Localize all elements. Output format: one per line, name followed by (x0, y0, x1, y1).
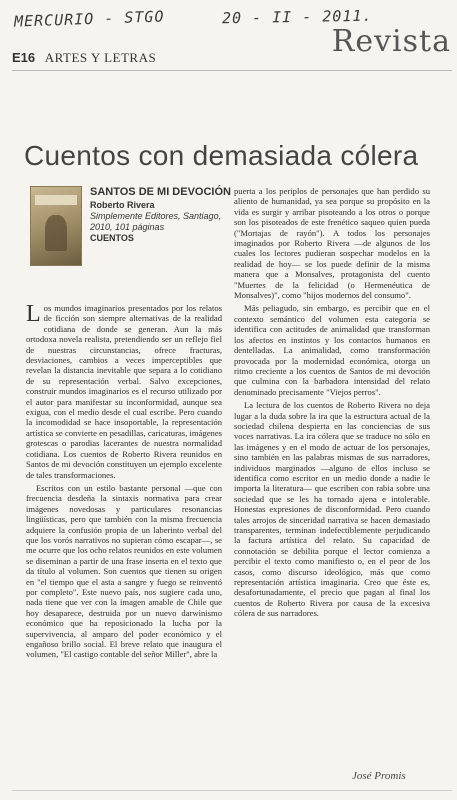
paragraph-text: os mundos imaginarios presentados por los relatos de ficción son siempre alternativas de la realidad cotidiana de donde se generan. Aun la más ortodoxa novela realista, pretendiendo ser un reflejo fiel de nuestras circunstancias, ofrece fracturas, desviaciones, cambios a veces imperceptibles que revelan la distancia inevitable que separa a lo cotidiano de su representación verbal. Salvo excepciones, construir mundos imaginarios es el recurso utilizado por el autor para manifestar su inconformidad, aunque sea exigua, con el medio desde el cual escribe. Pero cuando la incomodidad se hace insoportable, la representación artística se convierte en pesadillas, caricaturas, imágenes grotescas o parodias lacerantes de nuestra normalidad cotidiana. Los cuentos de Roberto Rivera reunidos en Santos de mi devoción constituyen un ejemplo excelente de tales transformaciones. (26, 303, 222, 480)
handwritten-source: MERCURIO - STGO (13, 7, 165, 31)
article-column-right (234, 186, 430, 619)
page-number: E16 (12, 50, 36, 65)
book-publisher: Simplemente Editores, Santiago, 2010, 101 páginas (90, 211, 222, 232)
article-paragraph: Escritos con un estilo bastante personal —que con frecuencia desdeña la sintaxis normativa para crear imágenes novedosas y particulares resonancias lingüísticas, pero que también con la misma frecuencia adquiere la confusión propia de un laberinto verbal del que los vorós narrativos no supieran cómo escapar—, se me ocurre que los ocho relatos reunidos en este volumen se diseminan a partir de una frase inserta en el texto que da título al volumen. Son cuentos que tienen su origen en "el tiempo que el asta a sangre y fuego se reinventó por completo". Este nuevo país, nos sugiere cada uno, nada tiene que ver con la imagen amable de Chile que hoy desaparece, destruida por un nuevo darwinismo económico que ha reposicionado la lucha por la supervivencia, al amparo del poder económico y el engañoso brillo social. El breve relato que inaugura el volumen, "El castigo contable del señor Miller", abre la (26, 482, 222, 660)
book-title: SANTOS DE MI DEVOCIÓN (90, 186, 231, 198)
book-author: Roberto Rivera (90, 200, 155, 210)
drop-cap: L (26, 301, 41, 327)
cover-figure (45, 215, 67, 251)
handwritten-date: 20 - II - 2011. (221, 6, 373, 28)
section-name: ARTES Y LETRAS (44, 50, 157, 65)
article-paragraph: Más peliagudo, sin embargo, es percibir que en el contexto semántico del volumen esta categoría se identifica con actitudes de animalidad que transforman los afectos en instintos y los contactos humanos en dentelladas. La animalidad, como transformación provocada por la modernidad económica, otorga un ritmo creciente a los cuentos de Santos de mi devoción que culmina con la barbadora intensidad del relato denominado precisamente "Viejos perros". (234, 303, 430, 397)
footer-divider (12, 790, 452, 791)
article-paragraph (26, 303, 222, 480)
magazine-name: Revista (331, 24, 451, 59)
book-info-box (90, 186, 240, 244)
article-paragraph: puerta a los periplos de personajes que han perdido su aliento de humanidad, ya sea porque su propósito en la vida es surgir y arribar pisoteando a los otros o porque son los pisoteados de este frenético saqueo quien pueda ("Mortajas de rayón"). A todos los personajes imaginados por Roberto Rivera —de algunos de los cuales los lectores pudieran sospechar modelos en la realidad de hoy— se los puede definir de la misma manera que a Monsalves, protagonista del cuento "Muertes de la felicidad (o Hermenéutica de Monsalves)", como "hijos modernos del consumo". (234, 186, 430, 301)
book-cover-image (30, 186, 82, 266)
author-signature: José Promis (352, 770, 406, 782)
section-header (12, 50, 232, 68)
book-genre: CUENTOS (90, 233, 134, 243)
article-paragraph: La lectura de los cuentos de Roberto Rivera no deja lugar a la duda sobre la ira que la estructura actual de la sociedad chilena despierta en las conciencias de sus voces narrativas. La ira cólera que se traduce no sólo en las imágenes y en el modo de actuar de los personajes, sino también en las palabras mismas de sus narradores, individuos marginados —alguno de ellos incluso se identifica como escritor en un medio donde a nadie le importa la literatura— que escriben con rabia sobre una sociedad que se les ha tornado ajena e intolerable. Honestas expresiones de disconformidad. Pero cuando tales arrojos de sinceridad narrativa se hacen demasiado transparentes, terminan indefectiblemente perjudicando la factura artística del relato. Su capacidad de connotación se debilita porque el lector comienza a percibir el texto como manifiesto o, en el peor de los casos, como discurso ideológico, más que como representación artística imaginaria. Creo que éste es, desafortunadamente, el precio que pagan al final los cuentos de Roberto Rivera por causa de la excesiva cólera de sus narradores. (234, 400, 430, 619)
article-column-left (26, 303, 222, 660)
article-headline: Cuentos con demasiada cólera (24, 140, 419, 171)
cover-band (35, 195, 77, 205)
header-divider (12, 70, 452, 71)
